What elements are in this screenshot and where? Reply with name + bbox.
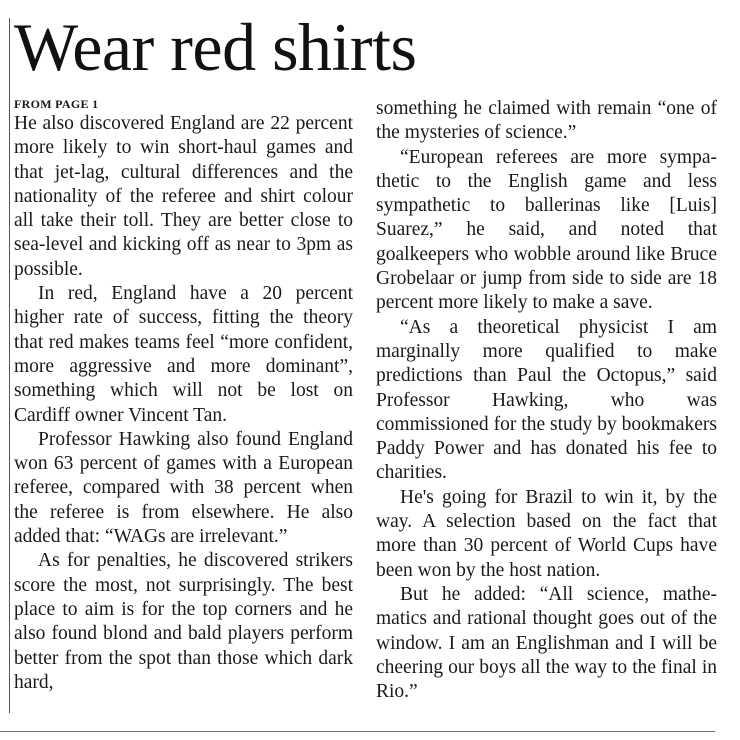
bottom-rule	[0, 731, 715, 732]
column-rule-left	[9, 18, 10, 713]
paragraph: He also discovered England are 22 percent more likely to win short-haul games and that jet-lag, cultural differences and the nationality of the referee and shirt colour all take their toll. They are better close to sea-level and kicking off as near to 3pm as possible.	[14, 113, 353, 280]
headline: Wear red shirts	[14, 9, 417, 85]
article-column-left	[14, 97, 353, 695]
paragraph: something he claimed with remain “one of the mysteries of science.”	[376, 98, 717, 144]
paragraph: As for penalties, he discovered strikers score the most, not surprisingly. The best place to aim is for the top corners and he also found blond and bald players perform better from the spot than those which dark hard,	[14, 550, 353, 693]
paragraph: In red, England have a 20 percent higher rate of success, fitting the theory that red makes teams feel “more confident, more aggressive and more dominant”, something which will not be lost on Cardiff owner Vincent Tan.	[14, 283, 353, 426]
paragraph: He's going for Brazil to win it, by the way. A selection based on the fact that more than 30 percent of World Cups have been won by the host nation.	[376, 486, 717, 581]
paragraph: Professor Hawking also found England won 63 percent of games with a European referee, compared with 38 percent when the referee is from elsewhere. He also added that: “WAGs are irrelevant.”	[14, 428, 353, 548]
paragraph: “As a theoretical physicist I am marginally more qualified to make predictions than Paul the Octopus,” said Professor Hawking, who was commissioned for the study by bookmakers Paddy Power and has donated his fee to charities.	[376, 316, 717, 484]
paragraph: “European referees are more sympathetic to the English game and less sympathetic to ballerinas like [Luis] Suarez,” he said, and noted that goalkeepers who wobble around like Bruce Grobelaar or jump from side to side are 18 percent more likely to make a save.	[376, 146, 717, 314]
paragraph: But he added: “All science, mathematics and rational thought goes out of the window. I am an Englishman and I will be cheering our boys all the way to the final in Rio.”	[376, 583, 717, 703]
article-column-right	[376, 97, 717, 704]
jump-line: FROM PAGE 1	[14, 97, 99, 111]
